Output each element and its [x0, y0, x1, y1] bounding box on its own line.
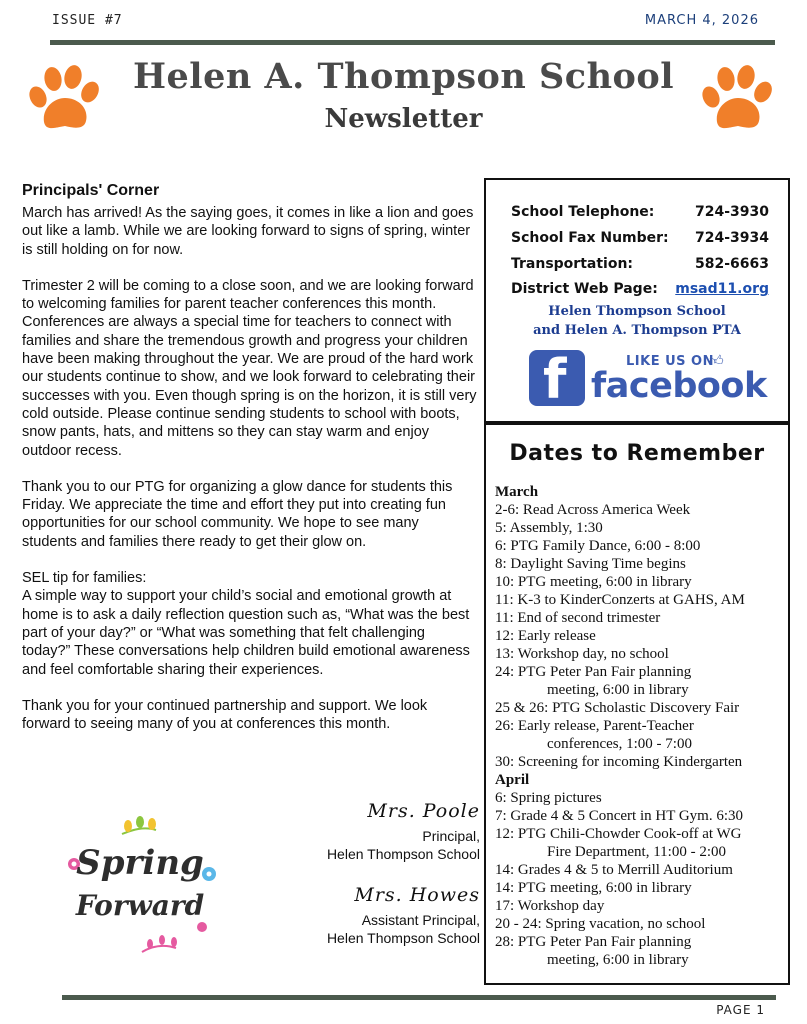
phone-number: 724-3930 — [695, 204, 769, 220]
date-item-text: 12: PTG Chili-Chowder Cook-off at WG — [495, 826, 742, 842]
bottom-rule — [62, 995, 776, 1000]
paragraph: Thank you to our PTG for organizing a glow dance for students this Friday. We appreciate the time and effort they put into creating fun opportunities for our school community. We hope to see many students and families there ready to get their glow on. — [22, 478, 453, 550]
date-item-text: 12: Early release — [495, 628, 596, 644]
principals-corner — [22, 182, 477, 751]
signature-assistant-principal — [290, 884, 480, 947]
date-item — [495, 591, 787, 609]
date-item-continuation: meeting, 6:00 in library — [547, 682, 689, 698]
paragraph: A simple way to support your child’s social and emotional growth at home is to ask a daily reflection question such as, “What was the best part of your day?” or “What was something that felt challenging today?” These conversations help children build emotional awareness and feel comfortable sharing their experiences. — [22, 588, 470, 678]
forward-word: Forward — [75, 889, 205, 922]
date-item — [495, 915, 787, 933]
date-item — [495, 789, 787, 807]
facebook-logo-icon — [529, 348, 585, 411]
month-heading-april: April — [495, 772, 530, 788]
date-item-text: 5: Assembly, 1:30 — [495, 520, 603, 536]
date-item — [495, 825, 787, 861]
signature-name: Mrs. Howes — [354, 884, 480, 906]
principals-corner-heading: Principals' Corner — [22, 182, 160, 199]
date-item-text: 14: Grades 4 & 5 to Merrill Auditorium — [495, 862, 733, 878]
date-item-continuation: Fire Department, 11:00 - 2:00 — [547, 844, 726, 860]
date-item-text: 11: End of second trimester — [495, 610, 661, 626]
date-item-text: 10: PTG meeting, 6:00 in library — [495, 574, 692, 590]
pta-line-2: and Helen A. Thompson PTA — [533, 323, 741, 338]
date-item — [495, 753, 787, 771]
dates-title: Dates to Remember — [509, 441, 765, 466]
paragraph: March has arrived! As the saying goes, it comes in like a lion and goes out like a lamb. While we are looking forward to signs of spring, winter is still holding on for now. — [22, 205, 474, 258]
date-item — [495, 501, 787, 519]
date-item — [495, 519, 787, 537]
facebook-f-letter: f — [543, 348, 567, 411]
fax-number: 724-3934 — [695, 230, 769, 246]
date-item — [495, 537, 787, 555]
paragraph: Trimester 2 will be coming to a close soon, and we are looking forward to welcoming families for parent teacher conferences this month. Conferences are always a special time for teachers to connect with families and share the tremendous growth and progress your children have been making throughout the year. We are proud of the hard work our students continue to show, and we look forward to celebrating their successes with you. Even though spring is on the horizon, it is still very cold outside. Please continue sending students to school with boots, snow pants, hats, and mittens so they can stay warm and enjoy outdoor recess. — [22, 277, 477, 459]
date-item — [495, 555, 787, 573]
date-item — [495, 573, 787, 591]
paragraph: Thank you for your continued partnership and support. We look forward to seeing many of you at conferences this month. — [22, 697, 428, 733]
signature-principal — [290, 800, 480, 863]
date-item-text: 24: PTG Peter Pan Fair planning — [495, 664, 692, 680]
date-item — [495, 645, 787, 663]
signature-title: Assistant Principal, — [361, 912, 480, 928]
signature-school: Helen Thompson School — [326, 846, 480, 862]
date-item — [495, 609, 787, 627]
date-item-text: 7: Grade 4 & 5 Concert in HT Gym. 6:30 — [495, 808, 744, 824]
fax-label: School Fax Number: — [511, 230, 669, 246]
sel-tip-heading: SEL tip for families: — [22, 570, 147, 587]
phone-label: School Telephone: — [511, 204, 655, 220]
date-item-text: 30: Screening for incoming Kindergarten — [495, 754, 743, 770]
date-item-text: 8: Daylight Saving Time begins — [495, 556, 686, 572]
date-item — [495, 861, 787, 879]
date-item-text: 26: Early release, Parent-Teacher — [495, 718, 694, 734]
facebook-like-button[interactable] — [529, 348, 767, 411]
month-heading-march: March — [495, 484, 539, 500]
top-rule — [50, 40, 775, 45]
dates-list — [495, 483, 787, 969]
page-number: PAGE 1 — [716, 1003, 765, 1017]
date-item — [495, 897, 787, 915]
newsletter-subtitle: Newsletter — [324, 104, 483, 134]
pta-line-1: Helen Thompson School — [548, 304, 726, 319]
date-item — [495, 879, 787, 897]
date-item-continuation: meeting, 6:00 in library — [547, 952, 689, 968]
spring-word: Spring — [76, 843, 204, 883]
date-item-text: 13: Workshop day, no school — [495, 646, 669, 662]
dates-to-remember-box — [484, 423, 790, 985]
date-item — [495, 717, 787, 753]
date-item-text: 14: PTG meeting, 6:00 in library — [495, 880, 692, 896]
date-item — [495, 933, 787, 969]
contact-box — [484, 178, 790, 423]
signature-name: Mrs. Poole — [367, 800, 480, 822]
date-item-text: 2-6: Read Across America Week — [495, 502, 691, 518]
date-item-text: 6: Spring pictures — [495, 790, 602, 806]
signature-school: Helen Thompson School — [326, 930, 480, 946]
transportation-label: Transportation: — [511, 256, 634, 272]
date-item-text: 20 - 24: Spring vacation, no school — [495, 916, 706, 932]
spring-forward-graphic — [52, 812, 227, 962]
date-item — [495, 663, 787, 699]
date-item — [495, 699, 787, 717]
date-item — [495, 627, 787, 645]
facebook-like-text: LIKE US ON — [626, 354, 714, 369]
date-item-text: 17: Workshop day — [495, 898, 605, 914]
issue-date: MARCH 4, 2026 — [644, 13, 759, 28]
web-label: District Web Page: — [511, 281, 658, 297]
thumbs-up-icon: 👍︎ — [709, 352, 724, 368]
date-item-text: 25 & 26: PTG Scholastic Discovery Fair — [495, 700, 740, 716]
date-item-text: 28: PTG Peter Pan Fair planning — [495, 934, 692, 950]
facebook-wordmark: facebook — [591, 366, 767, 406]
date-item-text: 6: PTG Family Dance, 6:00 - 8:00 — [495, 538, 701, 554]
district-web-link[interactable]: msad11.org — [675, 281, 769, 297]
date-item-text: 11: K-3 to KinderConzerts at GAHS, AM — [495, 592, 745, 608]
date-item — [495, 807, 787, 825]
date-item-continuation: conferences, 1:00 - 7:00 — [547, 736, 692, 752]
signature-title: Principal, — [422, 828, 480, 844]
newsletter-title: Helen A. Thompson School — [132, 56, 675, 97]
transportation-number: 582-6663 — [695, 256, 769, 272]
issue-number: ISSUE #7 — [52, 13, 123, 28]
